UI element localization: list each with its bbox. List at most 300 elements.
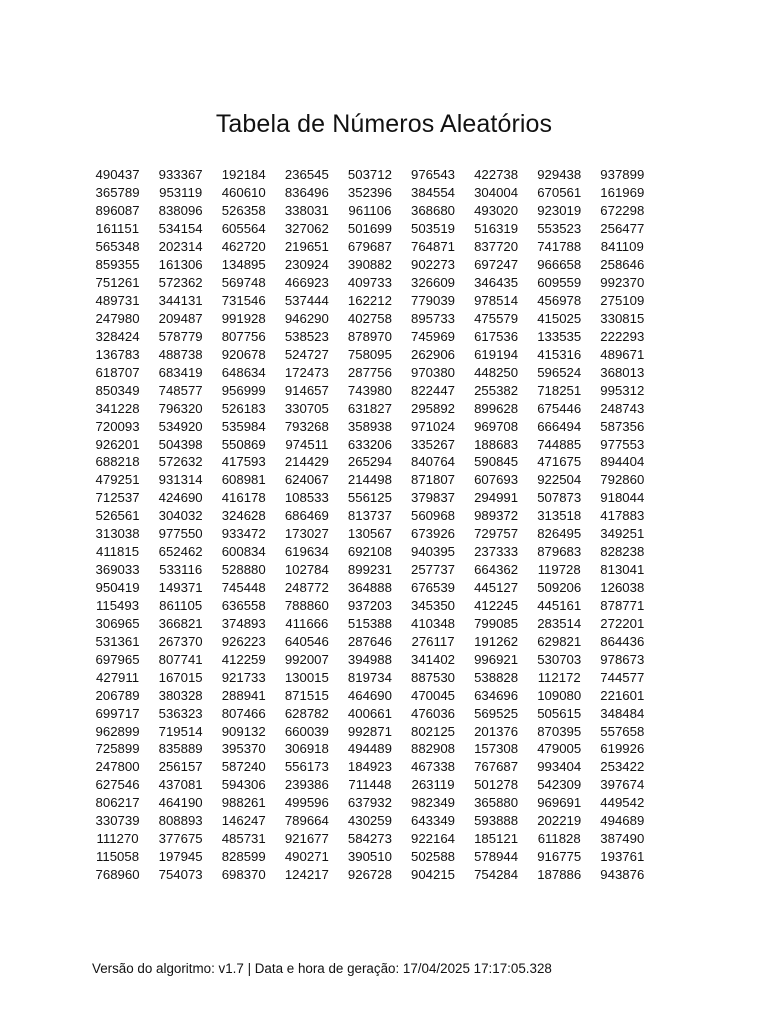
table-row bbox=[86, 184, 654, 202]
table-cell: 989372 bbox=[474, 508, 519, 524]
table-cell: 369033 bbox=[95, 562, 140, 578]
table-cell: 922164 bbox=[411, 831, 456, 847]
table-cell: 988261 bbox=[221, 795, 266, 811]
table-cell: 534154 bbox=[158, 221, 203, 237]
table-row bbox=[86, 597, 654, 615]
table-cell: 572362 bbox=[158, 275, 203, 291]
table-cell: 808893 bbox=[158, 813, 203, 829]
table-cell: 157308 bbox=[474, 741, 519, 757]
table-cell: 933367 bbox=[158, 167, 203, 183]
table-cell: 184923 bbox=[347, 759, 392, 775]
table-cell: 631827 bbox=[347, 400, 392, 416]
table-cell: 926223 bbox=[221, 633, 266, 649]
table-cell: 257737 bbox=[411, 562, 456, 578]
table-cell: 744577 bbox=[600, 669, 645, 685]
table-cell: 992007 bbox=[284, 651, 329, 667]
table-row bbox=[86, 399, 654, 417]
table-cell: 524727 bbox=[284, 346, 329, 362]
table-cell: 167015 bbox=[158, 669, 203, 685]
table-row bbox=[86, 830, 654, 848]
random-number-table bbox=[86, 166, 654, 884]
table-cell: 409733 bbox=[347, 275, 392, 291]
table-cell: 560968 bbox=[411, 508, 456, 524]
table-cell: 596524 bbox=[537, 364, 582, 380]
table-cell: 634696 bbox=[474, 687, 519, 703]
table-cell: 412259 bbox=[221, 651, 266, 667]
table-cell: 490437 bbox=[95, 167, 140, 183]
table-cell: 729757 bbox=[474, 526, 519, 542]
table-cell: 993404 bbox=[537, 759, 582, 775]
table-cell: 779039 bbox=[411, 293, 456, 309]
table-cell: 926201 bbox=[95, 436, 140, 452]
table-cell: 161151 bbox=[96, 221, 140, 237]
table-cell: 962899 bbox=[95, 723, 140, 739]
table-cell: 161969 bbox=[600, 185, 645, 201]
table-cell: 256477 bbox=[600, 221, 645, 237]
table-cell: 276117 bbox=[411, 633, 455, 649]
table-cell: 617536 bbox=[474, 328, 519, 344]
table-cell: 192184 bbox=[221, 167, 266, 183]
table-cell: 807741 bbox=[158, 651, 203, 667]
table-cell: 976543 bbox=[411, 167, 456, 183]
table-cell: 377675 bbox=[158, 831, 203, 847]
table-cell: 969691 bbox=[537, 795, 582, 811]
table-cell: 712537 bbox=[95, 490, 140, 506]
table-cell: 619926 bbox=[600, 741, 645, 757]
table-cell: 697965 bbox=[95, 651, 140, 667]
table-cell: 262906 bbox=[411, 346, 456, 362]
table-cell: 136783 bbox=[95, 346, 140, 362]
table-cell: 754073 bbox=[158, 867, 203, 883]
table-cell: 236545 bbox=[284, 167, 329, 183]
table-cell: 503519 bbox=[411, 221, 456, 237]
table-cell: 688218 bbox=[95, 454, 140, 470]
table-cell: 652462 bbox=[158, 544, 203, 560]
table-cell: 287756 bbox=[347, 364, 392, 380]
table-cell: 838096 bbox=[158, 203, 203, 219]
table-cell: 352396 bbox=[347, 185, 392, 201]
table-cell: 411666 bbox=[285, 615, 329, 631]
table-cell: 206789 bbox=[95, 687, 140, 703]
table-cell: 209487 bbox=[158, 310, 203, 326]
table-cell: 679687 bbox=[347, 239, 392, 255]
table-cell: 837720 bbox=[474, 239, 519, 255]
table-cell: 130015 bbox=[284, 669, 329, 685]
table-cell: 542309 bbox=[537, 777, 582, 793]
table-cell: 619194 bbox=[474, 346, 519, 362]
table-cell: 202219 bbox=[537, 813, 582, 829]
table-cell: 422738 bbox=[474, 167, 519, 183]
table-cell: 191262 bbox=[474, 633, 519, 649]
table-cell: 115493 bbox=[96, 597, 140, 613]
table-row bbox=[86, 238, 654, 256]
table-cell: 531361 bbox=[95, 633, 140, 649]
table-cell: 263119 bbox=[411, 777, 455, 793]
table-cell: 237333 bbox=[474, 544, 519, 560]
table-cell: 410348 bbox=[411, 615, 456, 631]
table-cell: 896087 bbox=[95, 203, 140, 219]
table-cell: 364888 bbox=[347, 580, 392, 596]
table-cell: 133535 bbox=[537, 328, 582, 344]
table-row bbox=[86, 417, 654, 435]
table-cell: 971024 bbox=[411, 418, 456, 434]
table-cell: 504398 bbox=[158, 436, 203, 452]
table-row bbox=[86, 650, 654, 668]
table-cell: 887530 bbox=[411, 669, 456, 685]
table-cell: 328424 bbox=[95, 328, 140, 344]
table-cell: 793268 bbox=[284, 418, 329, 434]
table-cell: 417883 bbox=[600, 508, 645, 524]
table-cell: 397674 bbox=[600, 777, 645, 793]
table-cell: 590845 bbox=[474, 454, 519, 470]
table-cell: 807756 bbox=[221, 328, 266, 344]
table-cell: 456978 bbox=[537, 293, 582, 309]
table-cell: 437081 bbox=[158, 777, 203, 793]
footer-info: Versão do algoritmo: v1.7 | Data e hora de geração: 17/04/2025 17:17:05.328 bbox=[92, 961, 552, 976]
table-cell: 306918 bbox=[284, 741, 329, 757]
table-cell: 526358 bbox=[221, 203, 266, 219]
table-cell: 731546 bbox=[221, 293, 266, 309]
table-cell: 950419 bbox=[95, 580, 140, 596]
table-cell: 718251 bbox=[537, 382, 582, 398]
table-cell: 835889 bbox=[158, 741, 203, 757]
table-cell: 400661 bbox=[347, 705, 392, 721]
table-cell: 822447 bbox=[411, 382, 456, 398]
table-cell: 572632 bbox=[158, 454, 203, 470]
table-cell: 977550 bbox=[158, 526, 203, 542]
table-cell: 380328 bbox=[158, 687, 203, 703]
table-cell: 346435 bbox=[474, 275, 519, 291]
table-cell: 173027 bbox=[284, 526, 329, 542]
table-cell: 304004 bbox=[474, 185, 519, 201]
table-cell: 569525 bbox=[474, 705, 519, 721]
table-row bbox=[86, 758, 654, 776]
table-cell: 499596 bbox=[284, 795, 329, 811]
table-cell: 870395 bbox=[537, 723, 582, 739]
table-cell: 587240 bbox=[221, 759, 266, 775]
table-cell: 683419 bbox=[158, 364, 203, 380]
table-cell: 424690 bbox=[158, 490, 203, 506]
table-cell: 341228 bbox=[95, 400, 140, 416]
table-cell: 460610 bbox=[221, 185, 266, 201]
table-cell: 124217 bbox=[284, 867, 329, 883]
table-cell: 745969 bbox=[411, 328, 456, 344]
table-cell: 535984 bbox=[221, 418, 266, 434]
table-cell: 557658 bbox=[600, 723, 645, 739]
table-cell: 921677 bbox=[284, 831, 329, 847]
table-row bbox=[86, 614, 654, 632]
table-cell: 230924 bbox=[284, 257, 329, 273]
table-cell: 931314 bbox=[158, 472, 203, 488]
table-cell: 992871 bbox=[347, 723, 392, 739]
table-cell: 864436 bbox=[600, 633, 645, 649]
table-row bbox=[86, 274, 654, 292]
table-cell: 923019 bbox=[537, 203, 582, 219]
table-row bbox=[86, 579, 654, 597]
table-cell: 475579 bbox=[474, 310, 519, 326]
table-cell: 719514 bbox=[158, 723, 203, 739]
table-cell: 471675 bbox=[537, 454, 582, 470]
table-cell: 304032 bbox=[158, 508, 203, 524]
table-cell: 366821 bbox=[158, 615, 203, 631]
table-cell: 501699 bbox=[347, 221, 392, 237]
table-cell: 493020 bbox=[474, 203, 519, 219]
table-cell: 387490 bbox=[600, 831, 645, 847]
table-cell: 914657 bbox=[284, 382, 329, 398]
table-cell: 335267 bbox=[411, 436, 456, 452]
table-cell: 462720 bbox=[221, 239, 266, 255]
table-cell: 618707 bbox=[95, 364, 140, 380]
table-cell: 445161 bbox=[537, 597, 582, 613]
table-cell: 390510 bbox=[347, 849, 392, 865]
table-cell: 188683 bbox=[474, 436, 519, 452]
table-cell: 899231 bbox=[347, 562, 392, 578]
table-cell: 593888 bbox=[474, 813, 519, 829]
table-cell: 937899 bbox=[600, 167, 645, 183]
table-cell: 633206 bbox=[347, 436, 392, 452]
table-cell: 272201 bbox=[600, 615, 645, 631]
table-cell: 991928 bbox=[221, 310, 266, 326]
table-cell: 921733 bbox=[221, 669, 266, 685]
table-cell: 536323 bbox=[158, 705, 203, 721]
table-cell: 725899 bbox=[95, 741, 140, 757]
table-cell: 358938 bbox=[347, 418, 392, 434]
table-cell: 149371 bbox=[158, 580, 203, 596]
table-cell: 162212 bbox=[347, 293, 392, 309]
table-cell: 134895 bbox=[221, 257, 266, 273]
table-cell: 430259 bbox=[347, 813, 392, 829]
table-cell: 365789 bbox=[95, 185, 140, 201]
table-cell: 836496 bbox=[284, 185, 329, 201]
table-cell: 802125 bbox=[411, 723, 456, 739]
table-cell: 445127 bbox=[474, 580, 519, 596]
table-cell: 859355 bbox=[95, 257, 140, 273]
table-cell: 744885 bbox=[537, 436, 582, 452]
table-cell: 788860 bbox=[284, 597, 329, 613]
table-cell: 494689 bbox=[600, 813, 645, 829]
table-cell: 792860 bbox=[600, 472, 645, 488]
table-cell: 904215 bbox=[411, 867, 456, 883]
table-cell: 427911 bbox=[96, 669, 140, 685]
table-cell: 861105 bbox=[159, 597, 203, 613]
table-cell: 417593 bbox=[221, 454, 266, 470]
table-cell: 313038 bbox=[95, 526, 140, 542]
table-cell: 953119 bbox=[159, 185, 203, 201]
table-cell: 294991 bbox=[474, 490, 519, 506]
table-cell: 119728 bbox=[537, 562, 581, 578]
table-cell: 878771 bbox=[600, 597, 645, 613]
table-cell: 920678 bbox=[221, 346, 266, 362]
table-row bbox=[86, 686, 654, 704]
table-cell: 214498 bbox=[347, 472, 392, 488]
table-cell: 670561 bbox=[537, 185, 582, 201]
table-cell: 464690 bbox=[347, 687, 392, 703]
table-cell: 978514 bbox=[474, 293, 519, 309]
table-cell: 365880 bbox=[474, 795, 519, 811]
table-cell: 222293 bbox=[600, 328, 645, 344]
table-cell: 394988 bbox=[347, 651, 392, 667]
table-row bbox=[86, 632, 654, 650]
table-cell: 283514 bbox=[537, 615, 582, 631]
table-cell: 109080 bbox=[537, 687, 582, 703]
table-cell: 538523 bbox=[284, 328, 329, 344]
table-cell: 368680 bbox=[411, 203, 456, 219]
table-cell: 660039 bbox=[284, 723, 329, 739]
table-cell: 751261 bbox=[95, 275, 140, 291]
table-cell: 345350 bbox=[411, 597, 456, 613]
table-cell: 556173 bbox=[284, 759, 329, 775]
table-cell: 807466 bbox=[221, 705, 266, 721]
table-cell: 537444 bbox=[284, 293, 329, 309]
table-cell: 214429 bbox=[284, 454, 329, 470]
table-cell: 501278 bbox=[474, 777, 519, 793]
table-row bbox=[86, 166, 654, 184]
table-cell: 130567 bbox=[347, 526, 392, 542]
table-row bbox=[86, 848, 654, 866]
table-cell: 565348 bbox=[95, 239, 140, 255]
table-cell: 411815 bbox=[96, 544, 140, 560]
table-cell: 840764 bbox=[411, 454, 456, 470]
table-cell: 918044 bbox=[600, 490, 645, 506]
table-cell: 108533 bbox=[284, 490, 329, 506]
table-cell: 922504 bbox=[537, 472, 582, 488]
table-cell: 871515 bbox=[284, 687, 329, 703]
table-cell: 608981 bbox=[221, 472, 266, 488]
table-cell: 978673 bbox=[600, 651, 645, 667]
table-cell: 916775 bbox=[537, 849, 582, 865]
table-row bbox=[86, 453, 654, 471]
table-cell: 699717 bbox=[95, 705, 140, 721]
table-cell: 201376 bbox=[474, 723, 519, 739]
table-cell: 256157 bbox=[158, 759, 203, 775]
table-cell: 619634 bbox=[284, 544, 329, 560]
table-cell: 966658 bbox=[537, 257, 582, 273]
table-cell: 813041 bbox=[600, 562, 645, 578]
table-cell: 850349 bbox=[95, 382, 140, 398]
table-cell: 813737 bbox=[347, 508, 392, 524]
table-cell: 673926 bbox=[411, 526, 456, 542]
table-cell: 379837 bbox=[411, 490, 456, 506]
table-cell: 479251 bbox=[95, 472, 140, 488]
table-cell: 530703 bbox=[537, 651, 582, 667]
table-cell: 489671 bbox=[600, 346, 645, 362]
table-cell: 368013 bbox=[600, 364, 645, 380]
table-cell: 265294 bbox=[347, 454, 392, 470]
table-cell: 395370 bbox=[221, 741, 266, 757]
table-cell: 509206 bbox=[537, 580, 582, 596]
table-cell: 578779 bbox=[158, 328, 203, 344]
table-cell: 267370 bbox=[158, 633, 203, 649]
table-cell: 982349 bbox=[411, 795, 456, 811]
table-cell: 587356 bbox=[600, 418, 645, 434]
table-cell: 946290 bbox=[284, 310, 329, 326]
table-cell: 956999 bbox=[221, 382, 266, 398]
table-cell: 600834 bbox=[221, 544, 266, 560]
table-cell: 676539 bbox=[411, 580, 456, 596]
table-cell: 275109 bbox=[600, 293, 645, 309]
table-cell: 767687 bbox=[474, 759, 519, 775]
table-cell: 841109 bbox=[600, 239, 644, 255]
table-row bbox=[86, 256, 654, 274]
table-row bbox=[86, 722, 654, 740]
table-cell: 609559 bbox=[537, 275, 582, 291]
table-cell: 878970 bbox=[347, 328, 392, 344]
table-cell: 485731 bbox=[221, 831, 266, 847]
table-row bbox=[86, 525, 654, 543]
table-cell: 940395 bbox=[411, 544, 456, 560]
table-cell: 221601 bbox=[600, 687, 645, 703]
table-cell: 675446 bbox=[537, 400, 582, 416]
table-cell: 476036 bbox=[411, 705, 456, 721]
table-cell: 330815 bbox=[600, 310, 645, 326]
table-cell: 348484 bbox=[600, 705, 645, 721]
table-cell: 248772 bbox=[284, 580, 329, 596]
table-cell: 556125 bbox=[347, 490, 392, 506]
table-cell: 686469 bbox=[284, 508, 329, 524]
table-cell: 648634 bbox=[221, 364, 266, 380]
table-cell: 402758 bbox=[347, 310, 392, 326]
table-row bbox=[86, 812, 654, 830]
table-cell: 799085 bbox=[474, 615, 519, 631]
table-cell: 636558 bbox=[221, 597, 266, 613]
table-cell: 306965 bbox=[95, 615, 140, 631]
table-cell: 503712 bbox=[347, 167, 392, 183]
table-cell: 698370 bbox=[221, 867, 266, 883]
table-cell: 384554 bbox=[411, 185, 456, 201]
table-cell: 553523 bbox=[537, 221, 582, 237]
table-cell: 490271 bbox=[284, 849, 329, 865]
table-cell: 933472 bbox=[221, 526, 266, 542]
table-cell: 692108 bbox=[347, 544, 392, 560]
table-cell: 349251 bbox=[600, 526, 645, 542]
table-cell: 324628 bbox=[221, 508, 266, 524]
table-cell: 344131 bbox=[158, 293, 203, 309]
table-row bbox=[86, 561, 654, 579]
table-cell: 819734 bbox=[347, 669, 392, 685]
table-cell: 489731 bbox=[95, 293, 140, 309]
table-row bbox=[86, 381, 654, 399]
table-cell: 464190 bbox=[158, 795, 203, 811]
table-row bbox=[86, 794, 654, 812]
table-cell: 969708 bbox=[474, 418, 519, 434]
table-cell: 569748 bbox=[221, 275, 266, 291]
table-cell: 330739 bbox=[95, 813, 140, 829]
table-cell: 488738 bbox=[158, 346, 203, 362]
table-cell: 768960 bbox=[95, 867, 140, 883]
table-cell: 741788 bbox=[537, 239, 582, 255]
table-cell: 711448 bbox=[348, 777, 392, 793]
table-cell: 995312 bbox=[600, 382, 645, 398]
table-row bbox=[86, 507, 654, 525]
table-cell: 416178 bbox=[221, 490, 266, 506]
table-cell: 516319 bbox=[474, 221, 519, 237]
table-cell: 754284 bbox=[474, 867, 519, 883]
table-cell: 871807 bbox=[411, 472, 456, 488]
table-cell: 748577 bbox=[158, 382, 203, 398]
table-cell: 637932 bbox=[347, 795, 392, 811]
table-cell: 926728 bbox=[347, 867, 392, 883]
table-row bbox=[86, 435, 654, 453]
table-cell: 258646 bbox=[600, 257, 645, 273]
table-cell: 102784 bbox=[284, 562, 329, 578]
table-cell: 111270 bbox=[96, 831, 139, 847]
table-row bbox=[86, 471, 654, 489]
table-row bbox=[86, 310, 654, 328]
table-cell: 745448 bbox=[221, 580, 266, 596]
table-cell: 607693 bbox=[474, 472, 519, 488]
table-cell: 338031 bbox=[284, 203, 329, 219]
table-cell: 197945 bbox=[158, 849, 203, 865]
